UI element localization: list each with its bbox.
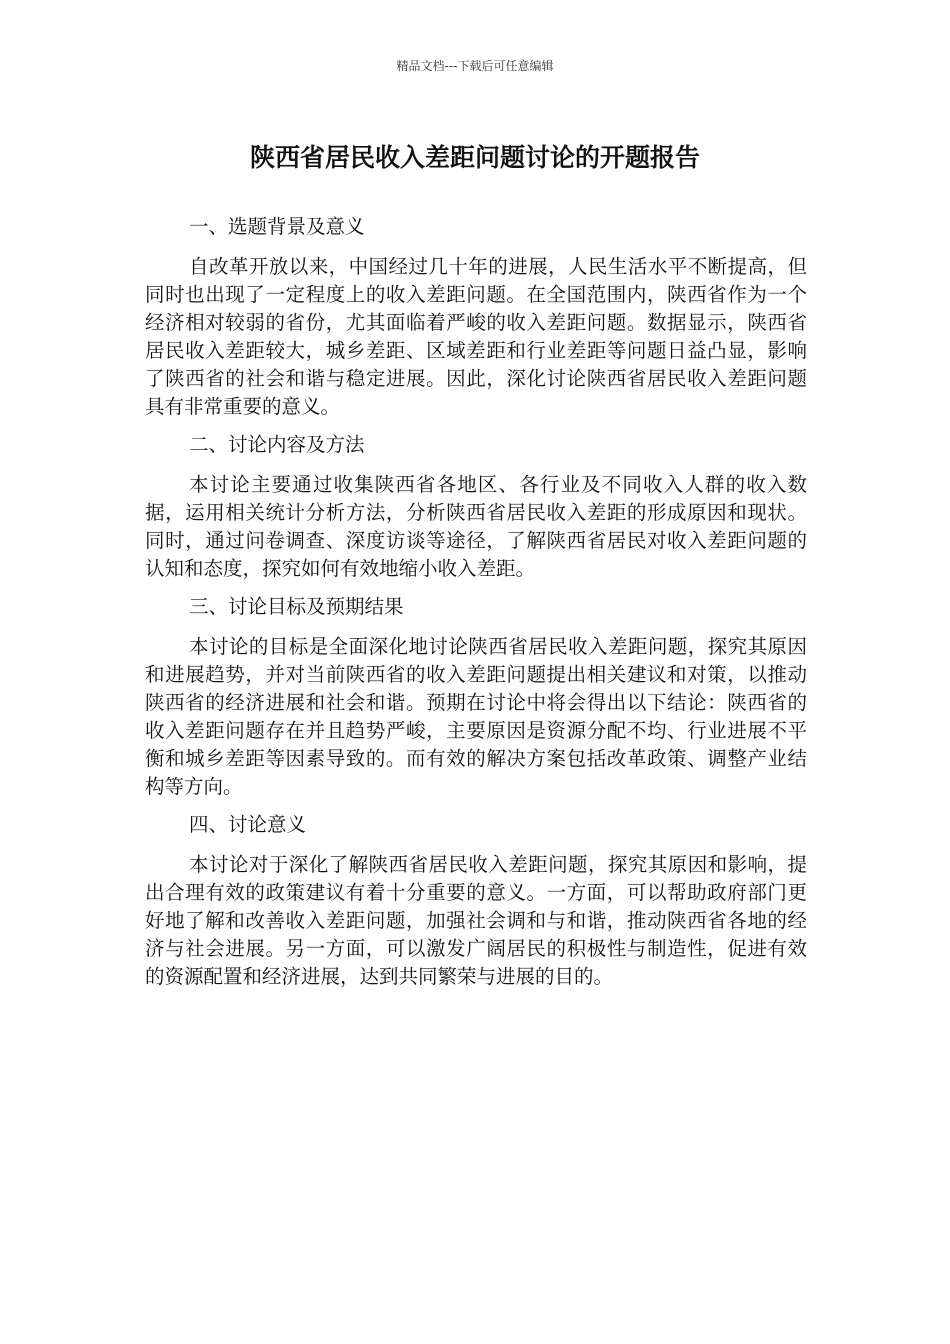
section-heading: 四、讨论意义	[189, 813, 307, 836]
section-goals-results	[145, 593, 807, 801]
section-heading: 二、讨论内容及方法	[189, 433, 365, 456]
section-significance	[145, 811, 807, 991]
section-heading: 一、选题背景及意义	[189, 215, 365, 238]
section-heading: 三、讨论目标及预期结果	[189, 595, 404, 618]
section-paragraph: 本讨论主要通过收集陕西省各地区、各行业及不同收入人群的收入数据，运用相关统计分析方法，分析陕西省居民收入差距的形成原因和现状。同时，通过问卷调查、深度访谈等途径，了解陕西省居民对收入差距问题的认知和态度，探究如何有效地缩小收入差距。	[145, 473, 807, 580]
section-content-method	[145, 431, 807, 583]
section-paragraph: 本讨论的目标是全面深化地讨论陕西省居民收入差距问题，探究其原因和进展趋势，并对当前陕西省的收入差距问题提出相关建议和对策，以推动陕西省的经济进展和社会和谐。预期在讨论中将会得出以下结论：陕西省的收入差距问题存在并且趋势严峻，主要原因是资源分配不均、行业进展不平衡和城乡差距等因素导致的。而有效的解决方案包括改革政策、调整产业结构等方向。	[145, 635, 807, 798]
header-note: 精品文档---下载后可任意编辑	[396, 59, 554, 73]
document-body	[145, 213, 807, 1001]
section-background	[145, 213, 807, 421]
section-paragraph: 本讨论对于深化了解陕西省居民收入差距问题，探究其原因和影响，提出合理有效的政策建议有着十分重要的意义。一方面，可以帮助政府部门更好地了解和改善收入差距问题，加强社会调和与和谐，推动陕西省各地的经济与社会进展。另一方面，可以激发广阔居民的积极性与制造性，促进有效的资源配置和经济进展，达到共同繁荣与进展的目的。	[145, 853, 807, 988]
document-title: 陕西省居民收入差距问题讨论的开题报告	[249, 143, 700, 172]
section-paragraph: 自改革开放以来，中国经过几十年的进展，人民生活水平不断提高，但同时也出现了一定程度上的收入差距问题。在全国范围内，陕西省作为一个经济相对较弱的省份，尤其面临着严峻的收入差距问题。数据显示，陕西省居民收入差距较大，城乡差距、区域差距和行业差距等问题日益凸显，影响了陕西省的社会和谐与稳定进展。因此，深化讨论陕西省居民收入差距问题具有非常重要的意义。	[145, 255, 807, 418]
